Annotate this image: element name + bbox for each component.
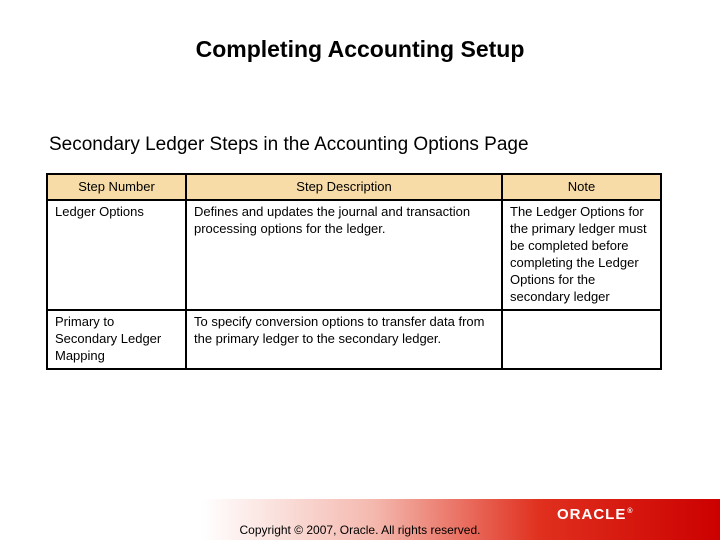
copyright-text: Copyright © 2007, Oracle. All rights reserved. xyxy=(239,523,481,537)
note-cell xyxy=(502,310,661,369)
oracle-logo xyxy=(557,506,633,523)
step-description-cell: To specify conversion options to transfer data from the primary ledger to the secondary ledger. xyxy=(186,310,502,369)
oracle-logo-text: ORACLE xyxy=(557,506,627,523)
header-note: Note xyxy=(502,174,661,200)
step-number-cell: Primary to Secondary Ledger Mapping xyxy=(47,310,186,369)
registered-mark: ® xyxy=(627,508,633,515)
steps-table xyxy=(46,173,662,370)
step-number-cell: Ledger Options xyxy=(47,200,186,310)
slide-subtitle: Secondary Ledger Steps in the Accounting Options Page xyxy=(49,134,529,155)
table-row xyxy=(47,310,661,369)
step-description-cell: Defines and updates the journal and transaction processing options for the ledger. xyxy=(186,200,502,310)
header-step-description: Step Description xyxy=(186,174,502,200)
header-step-number: Step Number xyxy=(47,174,186,200)
note-cell: The Ledger Options for the primary ledger must be completed before completing the Ledger Options for the secondary ledger xyxy=(502,200,661,310)
slide-title: Completing Accounting Setup xyxy=(195,36,525,62)
table-header-row xyxy=(47,174,661,200)
table-row xyxy=(47,200,661,310)
